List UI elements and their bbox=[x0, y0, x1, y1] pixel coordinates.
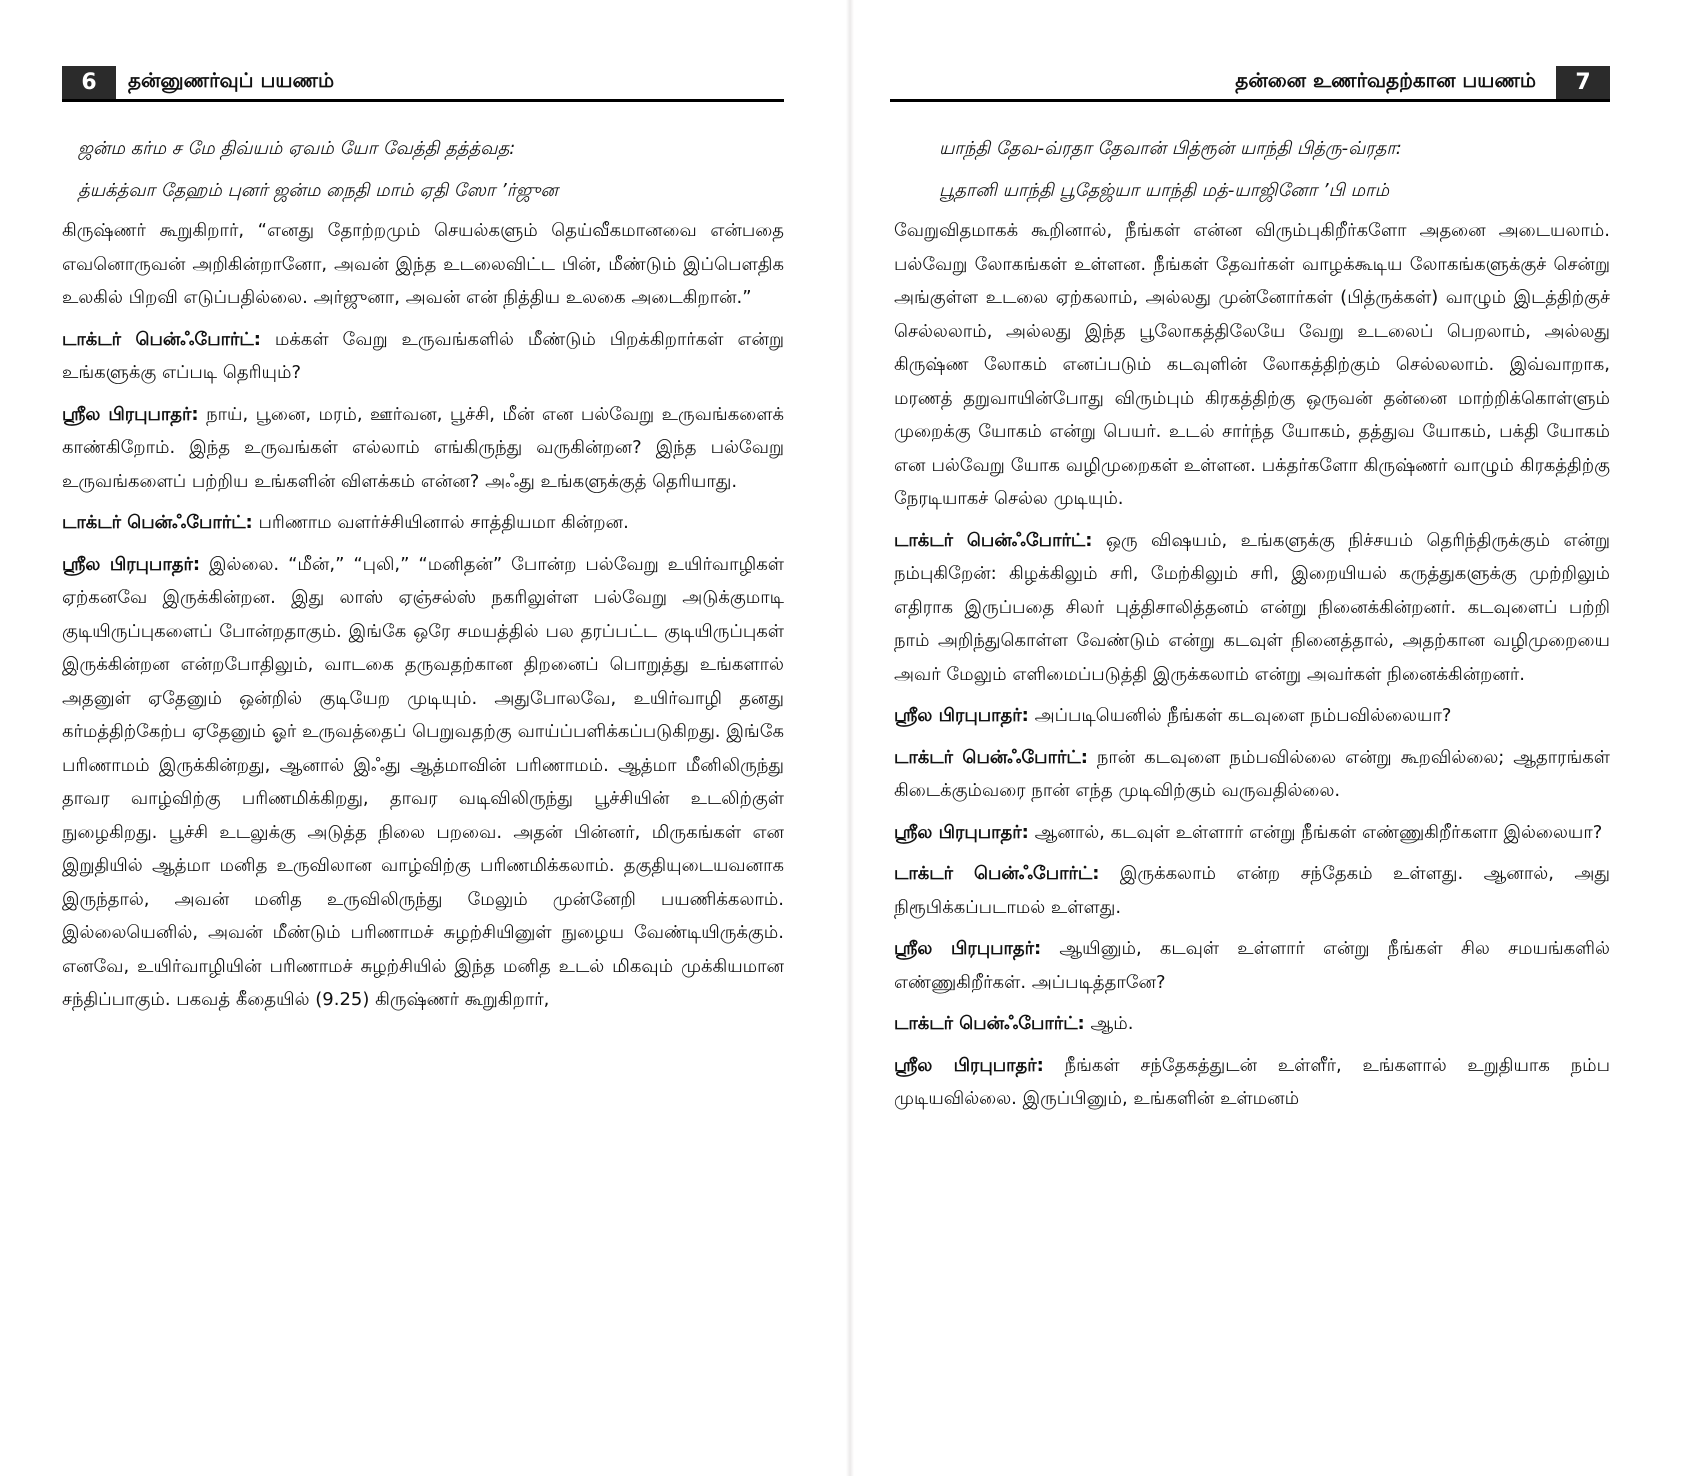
paragraph bbox=[62, 548, 784, 1017]
page-number: 6 bbox=[62, 66, 116, 99]
paragraph-text: நாய், பூனை, மரம், ஊர்வன, பூச்சி, மீன் என பல்வேறு உருவங்களைக் காண்கிறோம். இந்த உருவங்கள் எல்லாம் எங்கிருந்து வருகின்றன? இந்த பல்வேறு உருவங்களைப் பற்றிய உங்களின் விளக்கம் என்ன? அஃது உங்களுக்குத் தெரியாது. bbox=[62, 403, 784, 492]
verse-line: ஜன்ம கர்ம ச மே திவ்யம் ஏவம் யோ வேத்தி தத்த்வத: bbox=[78, 138, 516, 159]
paragraph bbox=[894, 1007, 1610, 1041]
speaker-label: ஸ்ரீல பிரபுபாதர்: bbox=[894, 1054, 1044, 1076]
paragraph-text: நான் கடவுளை நம்பவில்லை என்று கூறவில்லை; ஆதாரங்கள் கிடைக்கும்வரை நான் எந்த முடிவிற்கும் வருவதில்லை. bbox=[894, 746, 1610, 801]
running-title: தன்னுணர்வுப் பயணம் bbox=[128, 68, 335, 92]
page-body bbox=[62, 128, 784, 1025]
verse-line: த்யக்த்வா தேஹம் புனர் ஜன்ம நைதி மாம் ஏதி ஸோ ’ர்ஜுன bbox=[78, 180, 558, 201]
running-header bbox=[62, 60, 784, 102]
paragraph-text: அப்படியெனில் நீங்கள் கடவுளை நம்பவில்லையா? bbox=[1034, 705, 1452, 726]
paragraph-text: கிருஷ்ணர் கூறுகிறார், “எனது தோற்றமும் செயல்களும் தெய்வீகமானவை என்பதை எவனொருவன் அறிகின்றானோ, அவன் இந்த உடலைவிட்ட பின், மீண்டும் இப்பௌதிக உலகில் பிறவி எடுப்பதில்லை. அர்ஜுனா, அவன் என் நித்திய உலகை அடைகிறான்.” bbox=[62, 220, 784, 308]
header-rule bbox=[62, 99, 784, 102]
right-page bbox=[850, 0, 1700, 1476]
paragraph-text: இருக்கலாம் என்ற சந்தேகம் உள்ளது. ஆனால், அது நிரூபிக்கப்படாமல் உள்ளது. bbox=[894, 863, 1610, 918]
paragraph-text: வேறுவிதமாகக் கூறினால், நீங்கள் என்ன விரும்புகிறீர்களோ அதனை அடையலாம். பல்வேறு லோகங்கள் உள்ளன. நீங்கள் தேவர்கள் வாழக்கூடிய லோகங்களுக்குச் சென்று அங்குள்ள உடலை ஏற்கலாம், அல்லது முன்னோர்கள் (பித்ருக்கள்) வாழும் இடத்திற்குச் செல்லலாம், அல்லது இந்த பூலோகத்திலேயே வேறு உடலைப் பெறலாம், அல்லது கிருஷ்ண லோகம் எனப்படும் கடவுளின் லோகத்திற்கும் செல்லலாம். இவ்வாறாக, மரணத் தறுவாயின்போது விரும்பும் கிரகத்திற்கு ஒருவன் தன்னை மாற்றிக்கொள்ளும் முறைக்கு யோகம் என்று பெயர். உடல் சார்ந்த யோகம், தத்துவ யோகம், பக்தி யோகம் என பல்வேறு யோக வழிமுறைகள் உள்ளன. பக்தர்களோ கிருஷ்ணர் வாழும் கிரகத்திற்கு நேரடியாகச் செல்ல முடியும். bbox=[894, 220, 1610, 509]
speaker-label: ஸ்ரீல பிரபுபாதர்: bbox=[62, 403, 199, 425]
paragraph bbox=[894, 699, 1610, 733]
paragraph bbox=[894, 741, 1610, 808]
running-title: தன்னை உணர்வதற்கான பயணம் bbox=[1235, 68, 1536, 92]
speaker-label: ஸ்ரீல பிரபுபாதர்: bbox=[894, 821, 1029, 843]
speaker-label: ஸ்ரீல பிரபுபாதர்: bbox=[894, 938, 1042, 959]
paragraph bbox=[894, 816, 1610, 850]
running-header bbox=[890, 60, 1610, 102]
paragraph bbox=[62, 323, 784, 390]
speaker-label: டாக்டர் பென்ஃபோர்ட்: bbox=[894, 863, 1100, 884]
header-rule bbox=[890, 99, 1610, 102]
paragraph bbox=[894, 214, 1610, 516]
paragraph-text: ஆயினும், கடவுள் உள்ளார் என்று நீங்கள் சில சமயங்களில் எண்ணுகிறீர்கள். அப்படித்தானே? bbox=[894, 938, 1610, 993]
speaker-label: டாக்டர் பென்ஃபோர்ட்: bbox=[894, 1013, 1085, 1034]
paragraph bbox=[62, 398, 784, 499]
paragraph bbox=[62, 214, 784, 315]
paragraph-text: ஒரு விஷயம், உங்களுக்கு நிச்சயம் தெரிந்திருக்கும் என்று நம்புகிறேன்: கிழக்கிலும் சரி, மேற்கிலும் சரி, இறையியல் கருத்துகளுக்கு முற்றிலும் எதிராக இருப்பதை சிலர் புத்திசாலித்தனம் என்று நினைக்கின்றனர். கடவுளைப் பற்றி நாம் அறிந்துகொள்ள வேண்டும் என்று கடவுள் நினைத்தால், அதற்கான வழிமுறையை அவர் மேலும் எளிமைப்படுத்தி இருக்கலாம் என்று அவர்கள் நினைக்கின்றனர். bbox=[894, 529, 1611, 685]
speaker-label: டாக்டர் பென்ஃபோர்ட்: bbox=[62, 512, 253, 533]
speaker-label: டாக்டர் பென்ஃபோர்ட்: bbox=[894, 529, 1093, 551]
verse-line: பூதானி யாந்தி பூதேஜ்யா யாந்தி மத்-யாஜினோ ’பி மாம் bbox=[939, 180, 1390, 201]
paragraph bbox=[894, 1049, 1610, 1116]
paragraph bbox=[894, 524, 1610, 692]
paragraph-text: இல்லை. “மீன்,” “புலி,” “மனிதன்” போன்ற பல்வேறு உயிர்வாழிகள் ஏற்கனவே இருக்கின்றன. இது லாஸ் ஏஞ்சல்ஸ் நகரிலுள்ள பல்வேறு அடுக்குமாடி குடியிருப்புகளைப் போன்றதாகும். இங்கே ஒரே சமயத்தில் பல தரப்பட்ட குடியிருப்புகள் இருக்கின்றன என்றபோதிலும், வாடகை தருவதற்கான திறனைப் பொறுத்து உங்களால் அதனுள் ஏதேனும் ஒன்றில் குடியேற முடியும். அதுபோலவே, உயிர்வாழி தனது கர்மத்திற்கேற்ப ஏதேனும் ஓர் உருவத்தைப் பெறுவதற்கு வாய்ப்பளிக்கப்படுகிறது. இங்கே பரிணாமம் இருக்கின்றது, ஆனால் இஃது ஆத்மாவின் பரிணாமம். ஆத்மா மீனிலிருந்து தாவர வாழ்விற்கு பரிணமிக்கிறது, தாவர வடிவிலிருந்து பூச்சியின் உடலிற்குள் நுழைகிறது. பூச்சி உடலுக்கு அடுத்த நிலை பறவை. அதன் பின்னர், மிருகங்கள் என இறுதியில் ஆத்மா மனித உருவிலான வாழ்விற்கு பரிணமிக்கலாம். தகுதியுடையவனாக இருந்தால், அவன் மனித உருவிலிருந்து மேலும் முன்னேறி பயணிக்கலாம். இல்லையெனில், அவன் மீண்டும் பரிணாமச் சுழற்சியினுள் நுழைய வேண்டியிருக்கும். எனவே, உயிர்வாழியின் பரிணாமச் சுழற்சியில் இந்த மனித உடல் மிகவும் முக்கியமான சந்திப்பாகும். பகவத் கீதையில் (9.25) கிருஷ்ணர் கூறுகிறார், bbox=[62, 553, 784, 1010]
paragraph bbox=[62, 506, 784, 540]
paragraph bbox=[894, 932, 1610, 999]
paragraph bbox=[894, 857, 1610, 924]
page-number: 7 bbox=[1556, 66, 1610, 99]
page-body bbox=[894, 128, 1610, 1124]
verse-line: யாந்தி தேவ-வ்ரதா தேவான் பித்ரூன் யாந்தி பித்ரு-வ்ரதா: bbox=[939, 138, 1402, 159]
speaker-label: ஸ்ரீல பிரபுபாதர்: bbox=[62, 553, 201, 575]
paragraph-text: நீங்கள் சந்தேகத்துடன் உள்ளீர், உங்களால் உறுதியாக நம்ப முடியவில்லை. இருப்பினும், உங்களின் உள்மனம் bbox=[894, 1054, 1610, 1109]
speaker-label: டாக்டர் பென்ஃபோர்ட்: bbox=[894, 746, 1088, 768]
paragraph-text: ஆம். bbox=[1090, 1013, 1134, 1034]
paragraph-text: மக்கள் வேறு உருவங்களில் மீண்டும் பிறக்கிறார்கள் என்று உங்களுக்கு எப்படி தெரியும்? bbox=[62, 328, 784, 383]
paragraph-text: ஆனால், கடவுள் உள்ளார் என்று நீங்கள் எண்ணுகிறீர்களா இல்லையா? bbox=[1034, 821, 1603, 843]
speaker-label: டாக்டர் பென்ஃபோர்ட்: bbox=[62, 328, 261, 350]
paragraph-text: பரிணாம வளர்ச்சியினால் சாத்தியமா கின்றன. bbox=[258, 512, 629, 533]
speaker-label: ஸ்ரீல பிரபுபாதர்: bbox=[894, 705, 1029, 726]
